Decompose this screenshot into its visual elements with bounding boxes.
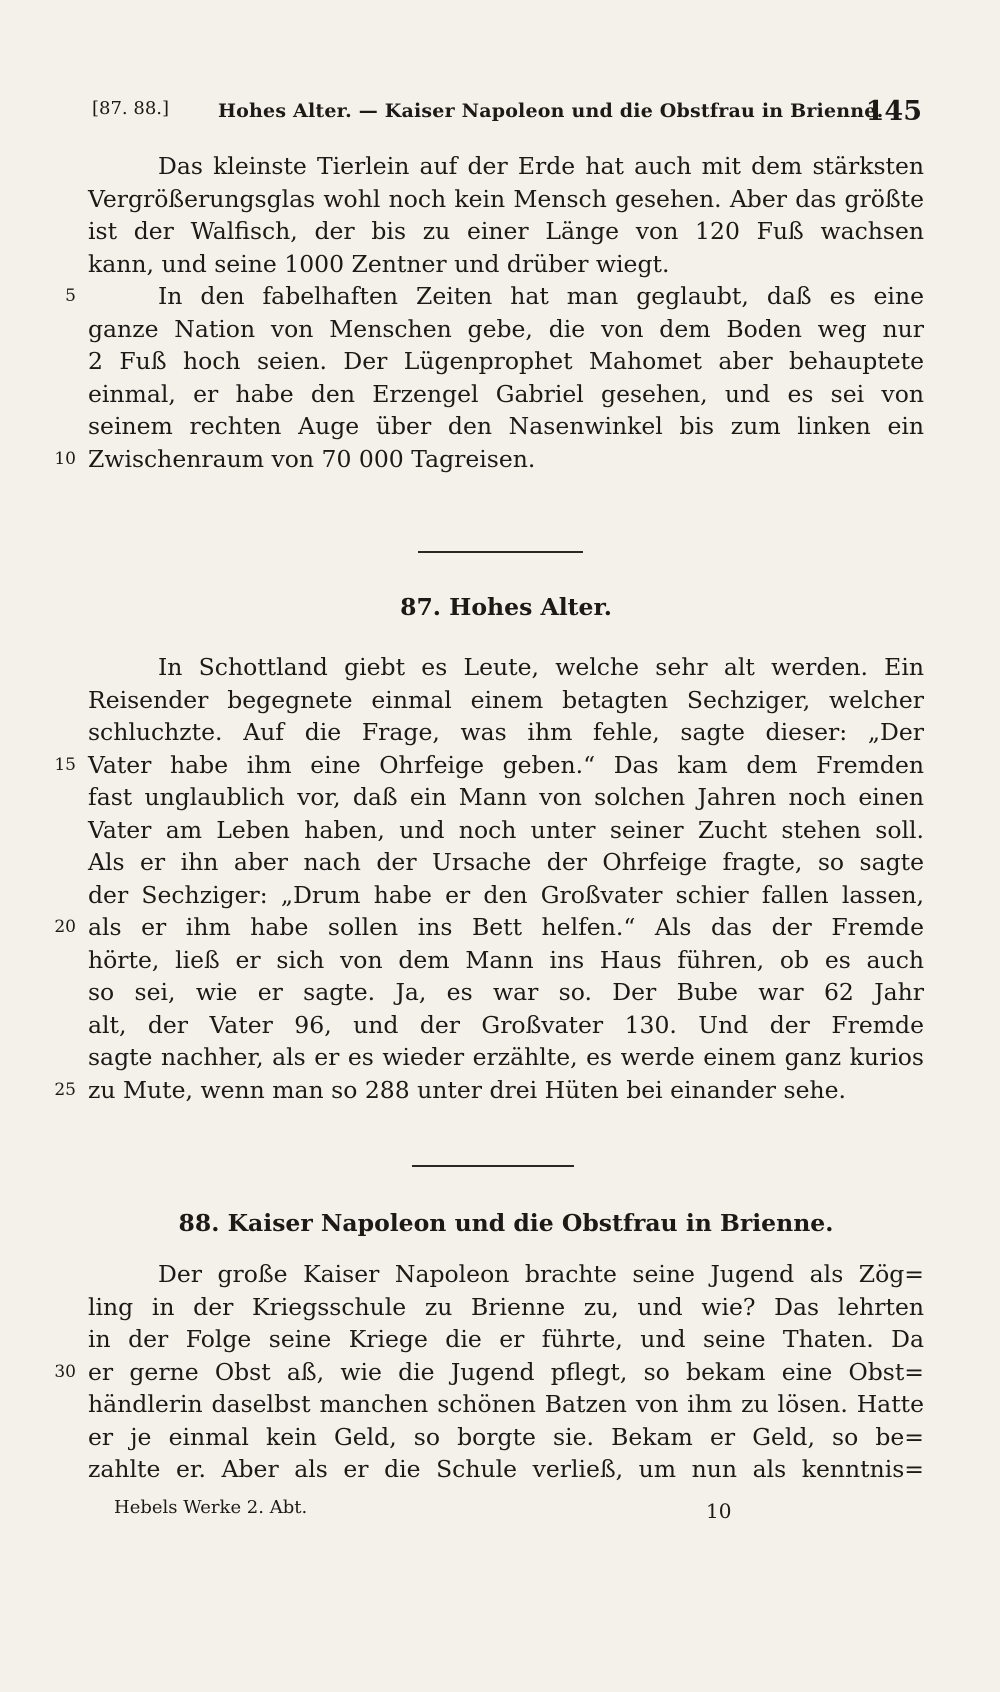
- text-line: [88, 814, 924, 847]
- line-text: händlerin daselbst manchen schönen Batzen von ihm zu lösen. Hatte: [88, 1390, 924, 1418]
- line-number: 5: [65, 286, 76, 306]
- line-text: In Schottland giebt es Leute, welche sehr alt werden. Ein: [158, 653, 924, 681]
- text-line: [88, 1041, 924, 1074]
- text-line: [88, 313, 924, 346]
- section-reference: [87. 88.]: [92, 98, 170, 119]
- line-text: kann, und seine 1000 Zentner und drüber wiegt.: [88, 249, 670, 278]
- section-88-text: [54, 1258, 924, 1486]
- text-line: [88, 1453, 924, 1486]
- line-number: 10: [54, 448, 76, 469]
- continued-text: [54, 150, 924, 475]
- line-text: in der Folge seine Kriege die er führte, und seine Thaten. Da: [88, 1325, 924, 1353]
- text-line: [54, 443, 924, 476]
- text-line: [88, 976, 924, 1009]
- text-line: [88, 1388, 924, 1421]
- line-text: schluchzte. Auf die Frage, was ihm fehle, sagte dieser: „Der: [88, 718, 924, 746]
- line-text: als er ihm habe sollen ins Bett helfen.“ Als das der Fremde: [88, 913, 924, 941]
- text-line: [88, 150, 924, 183]
- line-text: fast unglaublich vor, daß ein Mann von solchen Jahren noch einen: [88, 783, 924, 811]
- line-text: hörte, ließ er sich von dem Mann ins Haus führen, ob es auch: [88, 945, 924, 974]
- line-number: 30: [54, 1361, 76, 1382]
- line-text: einmal, er habe den Erzengel Gabriel gesehen, und es sei von: [88, 379, 924, 408]
- section-heading-87: 87. Hohes Alter.: [400, 593, 612, 621]
- text-line: [88, 248, 924, 281]
- line-text: er gerne Obst aß, wie die Jugend pflegt, so bekam eine Obst=: [88, 1357, 924, 1386]
- running-title: Hohes Alter. — Kaiser Napoleon und die Obstfrau in Brienne.: [218, 100, 884, 122]
- section-divider: [418, 551, 583, 553]
- text-line: [88, 944, 924, 977]
- page-number: 145: [865, 96, 922, 127]
- line-text: zahlte er. Aber als er die Schule verließ, um nun als kenntnis=: [88, 1455, 924, 1483]
- line-text: der Sechziger: „Drum habe er den Großvater schier fallen lassen,: [88, 880, 924, 909]
- section-87-text: [54, 651, 924, 1106]
- text-line: [65, 280, 924, 313]
- line-text: alt, der Vater 96, und der Großvater 130. Und der Fremde: [88, 1010, 924, 1039]
- line-text: Reisender begegnete einmal einem betagten Sechziger, welcher: [88, 685, 924, 714]
- running-header: [92, 98, 922, 138]
- text-line: [88, 1323, 924, 1356]
- line-text: Zwischenraum von 70 000 Tagreisen.: [88, 444, 536, 473]
- line-text: ist der Walfisch, der bis zu einer Länge von 120 Fuß wachsen: [88, 217, 924, 245]
- text-line: [88, 183, 924, 216]
- line-number: 25: [54, 1079, 76, 1100]
- line-text: Vater am Leben haben, und noch unter seiner Zucht stehen soll.: [88, 815, 924, 844]
- section-divider: [412, 1165, 574, 1167]
- text-line: [88, 781, 924, 814]
- signature-mark: 10: [706, 1499, 732, 1523]
- text-line: [88, 1009, 924, 1042]
- text-line: [88, 1291, 924, 1324]
- line-number: 15: [54, 754, 76, 775]
- text-line: [88, 345, 924, 378]
- line-text: Das kleinste Tierlein auf der Erde hat auch mit dem stärksten: [158, 152, 924, 180]
- line-text: 2 Fuß hoch seien. Der Lügenprophet Mahomet aber behauptete: [88, 347, 924, 375]
- line-text: Als er ihn aber nach der Ursache der Ohrfeige fragte, so sagte: [88, 848, 924, 876]
- text-line: [54, 1356, 924, 1389]
- text-line: [54, 1074, 924, 1107]
- text-line: [54, 911, 924, 944]
- text-line: [88, 716, 924, 749]
- text-line: [88, 1258, 924, 1291]
- text-line: [88, 879, 924, 912]
- page-footer: [114, 1497, 734, 1527]
- line-text: ling in der Kriegsschule zu Brienne zu, und wie? Das lehrten: [88, 1292, 924, 1321]
- section-heading-88: 88. Kaiser Napoleon und die Obstfrau in Brienne.: [178, 1209, 834, 1237]
- line-text: seinem rechten Auge über den Nasenwinkel bis zum linken ein: [88, 412, 924, 440]
- footer-volume: Hebels Werke 2. Abt.: [114, 1497, 308, 1518]
- line-text: er je einmal kein Geld, so borgte sie. Bekam er Geld, so be=: [88, 1422, 924, 1451]
- line-text: Vater habe ihm eine Ohrfeige geben.“ Das kam dem Fremden: [88, 750, 924, 779]
- text-line: [88, 684, 924, 717]
- line-text: zu Mute, wenn man so 288 unter drei Hüten bei einander sehe.: [88, 1075, 846, 1104]
- text-line: [54, 749, 924, 782]
- text-line: [88, 378, 924, 411]
- text-line: [88, 215, 924, 248]
- line-text: ganze Nation von Menschen gebe, die von dem Boden weg nur: [88, 314, 924, 343]
- line-text: Der große Kaiser Napoleon brachte seine Jugend als Zög=: [158, 1260, 924, 1288]
- text-line: [88, 1421, 924, 1454]
- text-line: [88, 410, 924, 443]
- line-text: sagte nachher, als er es wieder erzählte, es werde einem ganz kurios: [88, 1043, 924, 1071]
- line-text: Vergrößerungsglas wohl noch kein Mensch gesehen. Aber das größte: [88, 184, 924, 213]
- line-number: 20: [54, 917, 76, 937]
- line-text: In den fabelhaften Zeiten hat man geglaubt, daß es eine: [158, 282, 924, 310]
- text-line: [88, 846, 924, 879]
- text-line: [88, 651, 924, 684]
- line-text: so sei, wie er sagte. Ja, es war so. Der Bube war 62 Jahr: [88, 978, 924, 1006]
